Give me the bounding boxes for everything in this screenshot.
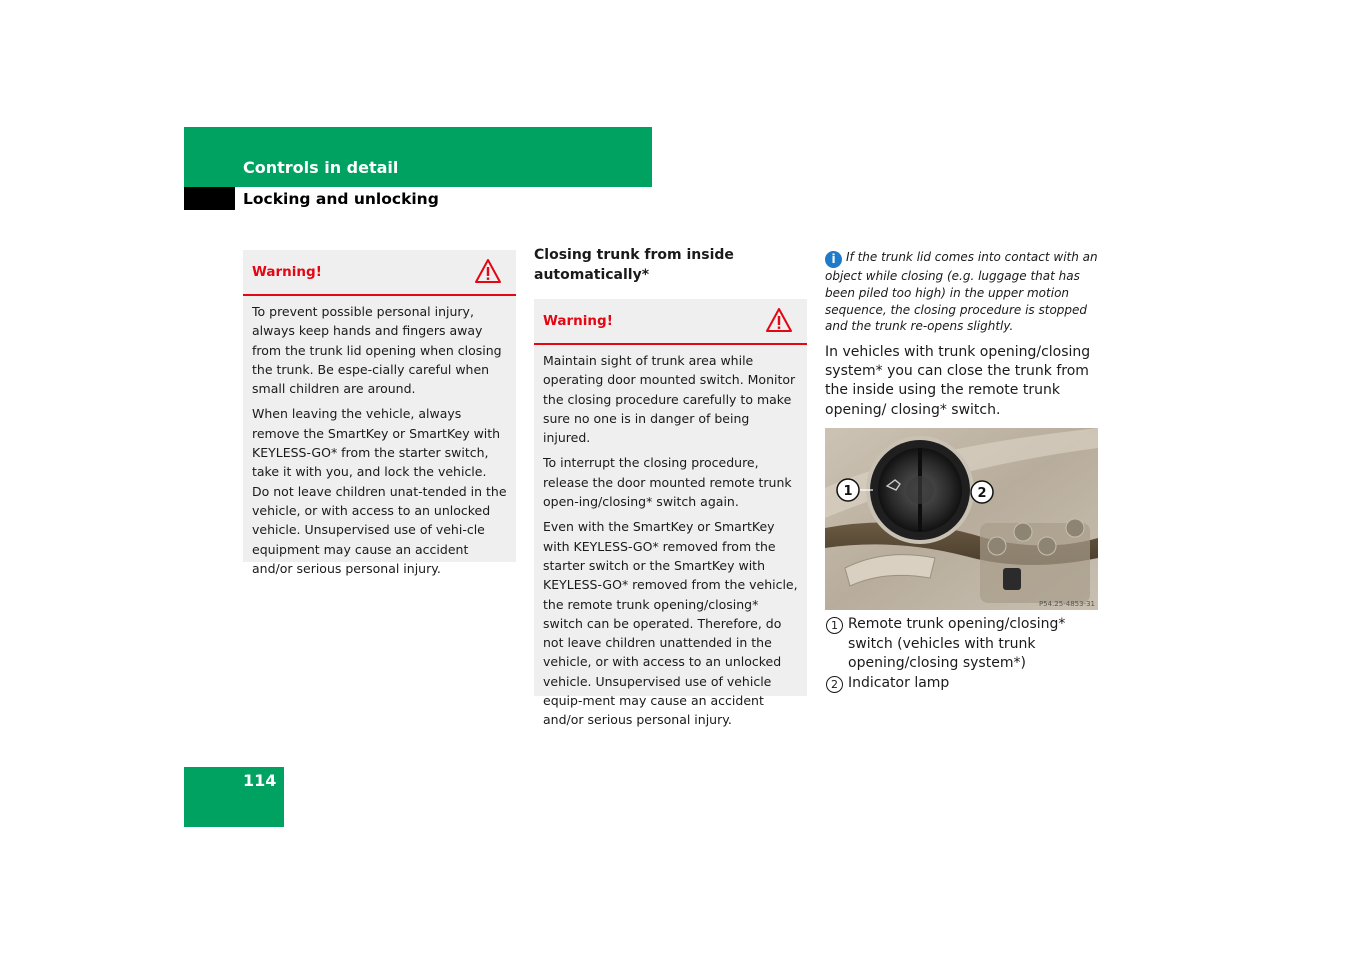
section-heading: Closing trunk from inside automatically* <box>534 247 734 283</box>
header-band <box>184 127 652 187</box>
legend-number: 2 <box>826 676 843 693</box>
legend-item <box>825 615 1110 674</box>
info-icon: i <box>825 251 842 268</box>
warning-paragraph: To prevent possible personal injury, always keep hands and fingers away from the trunk lid opening when closing the trunk. Be espe-cially careful when small children are around. <box>252 304 502 397</box>
body-paragraph: In vehicles with trunk opening/closing system* you can close the trunk from the inside using the remote trunk opening/ closing* switch. <box>825 344 1091 418</box>
legend-number: 1 <box>826 617 843 634</box>
chapter-title: Controls in detail <box>243 158 399 177</box>
warning-label: Warning! <box>252 264 322 280</box>
warning-paragraph: To interrupt the closing procedure, release the door mounted remote trunk open-ing/closing* switch again. <box>543 455 792 510</box>
legend <box>825 615 1110 693</box>
trunk-switch-photo <box>825 428 1098 610</box>
legend-text: Indicator lamp <box>848 674 950 691</box>
section-marker <box>184 187 235 210</box>
warning-paragraph: When leaving the vehicle, always remove the SmartKey or SmartKey with KEYLESS-GO* from the starter switch, take it with you, and lock the vehicle. Do not leave children unat-tended in the vehicle, or with access to an unlocked vehicle. Unsupervised use of vehi-cle equipment may cause an accident and/or serious personal injury. <box>252 406 507 576</box>
info-text: If the trunk lid comes into contact with an object while closing (e.g. luggage that has been piled too high) in the upper motion sequence, the closing procedure is stopped and the trunk re-opens slightly. <box>825 250 1098 334</box>
warning-body <box>534 345 807 744</box>
warning-body <box>243 296 516 592</box>
warning-box-left <box>243 250 516 576</box>
warning-header <box>243 250 516 296</box>
info-note <box>825 249 1100 335</box>
callout-1: 1 <box>843 484 853 499</box>
warning-label: Warning! <box>543 313 613 329</box>
warning-header <box>534 299 807 345</box>
warning-box-middle <box>534 299 807 728</box>
warning-triangle-icon <box>474 258 502 284</box>
page-number: 114 <box>243 771 277 790</box>
warning-paragraph: Even with the SmartKey or SmartKey with KEYLESS-GO* removed from the starter switch or the SmartKey with KEYLESS-GO* removed from the vehicle, the remote trunk opening/closing* switch can be operated. Therefore, do not leave children unattended in the vehicle, or with access to an unlocked vehicle. Unsupervised use of vehicle equip-ment may cause an accident and/or serious personal injury. <box>543 519 798 728</box>
legend-item <box>825 674 1110 694</box>
photo-code: P54.25-4853-31 <box>1038 600 1095 608</box>
callout-2: 2 <box>977 486 987 501</box>
warning-paragraph: Maintain sight of trunk area while operating door mounted switch. Monitor the closing procedure carefully to make sure no one is in danger of being injured. <box>543 353 796 446</box>
section-title: Locking and unlocking <box>243 190 439 208</box>
legend-text: Remote trunk opening/closing* switch (vehicles with trunk opening/closing system*) <box>848 616 1066 671</box>
warning-triangle-icon <box>765 307 793 333</box>
